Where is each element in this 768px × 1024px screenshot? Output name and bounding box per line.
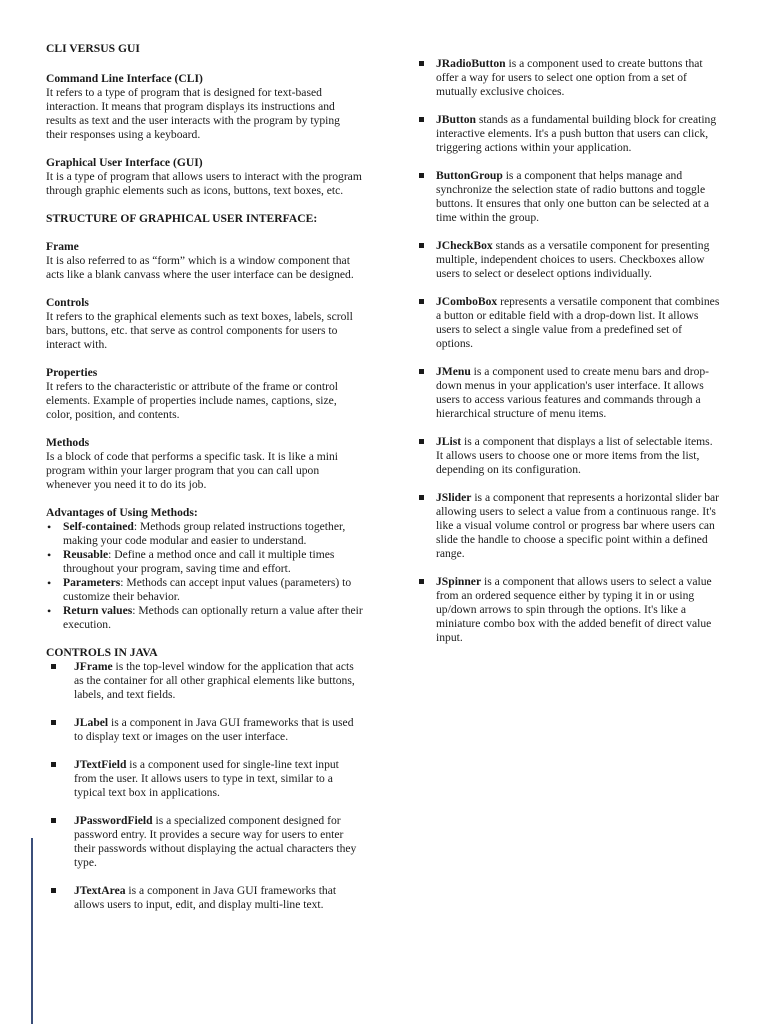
list-item [414, 57, 720, 99]
item-text: stands as a fundamental building block for creating interactive elements. It's a push button that users can click, triggering actions within your application. [436, 113, 717, 154]
gui-heading: Graphical User Interface (GUI) [46, 156, 203, 169]
controls-section [46, 296, 364, 352]
item-text: is a specialized component designed for password entry. It provides a secure way for users to enter their passwords without displaying the actual characters they type. [74, 814, 357, 869]
list-item [414, 239, 720, 281]
item-term: JList [436, 435, 462, 448]
item-term: JTextArea [74, 884, 126, 897]
advantages-heading: Advantages of Using Methods: [46, 506, 198, 519]
gui-section [46, 156, 364, 198]
item-text: is a component that displays a list of selectable items. It allows users to choose one or more items from the list, depending on its configuration. [436, 435, 713, 476]
item-term: JLabel [74, 716, 109, 729]
methods-heading: Methods [46, 436, 90, 449]
item-term: JTextField [74, 758, 127, 771]
item-term: JButton [436, 113, 476, 126]
frame-body: It is also referred to as “form” which is a window component that acts like a blank canvass where the user interface can be designed. [46, 254, 354, 281]
left-column [46, 42, 364, 926]
gui-body: It is a type of program that allows users to interact with the program through graphic elements such as icons, buttons, text boxes, etc. [46, 170, 362, 197]
item-text: is a component used to create buttons that offer a way for users to select one option from a set of mutually exclusive choices. [436, 57, 703, 98]
properties-heading: Properties [46, 366, 98, 379]
left-margin-rule [31, 838, 33, 1024]
frame-heading: Frame [46, 240, 79, 253]
item-term: Parameters [63, 576, 121, 589]
list-item [46, 758, 364, 800]
item-text: : Define a method once and call it multiple times throughout your program, saving time and effort. [63, 548, 335, 575]
list-item [46, 520, 364, 548]
item-text: stands as a versatile component for presenting multiple, independent choices to users. Checkboxes allow users to select or deselect options individually. [436, 239, 710, 280]
list-item [46, 716, 364, 744]
list-item [46, 884, 364, 912]
cli-body: It refers to a type of program that is designed for text-based interaction. It means that program displays its instructions and results as text and the user interacts with the program by typing their responses using a keyboard. [46, 86, 340, 141]
item-text: is a component that represents a horizontal slider bar allowing users to select a value from a continuous range. It's like a visual volume control or progress bar where users can slide the handle to choose a specific point within a defined range. [436, 491, 720, 560]
java-controls-list-left [46, 660, 364, 912]
item-text: represents a versatile component that combines a button or editable field with a drop-down list. It allows users to select a single value from a predefined set of options. [436, 295, 720, 350]
item-term: JSpinner [436, 575, 482, 588]
item-term: JCheckBox [436, 239, 493, 252]
list-item [46, 576, 364, 604]
controls-body: It refers to the graphical elements such as text boxes, labels, scroll bars, buttons, etc. that serve as control components for users to interact with. [46, 310, 353, 351]
list-item [414, 295, 720, 351]
right-column [414, 57, 720, 659]
list-item [414, 113, 720, 155]
item-text: is a component used for single-line text input from the user. It allows users to type in text, similar to a typical text box in applications. [74, 758, 339, 799]
list-item [414, 491, 720, 561]
item-term: Self-contained [63, 520, 134, 533]
item-term: JPasswordField [74, 814, 153, 827]
list-item [46, 548, 364, 576]
item-text: is a component that helps manage and synchronize the selection state of radio buttons and toggle buttons. It ensures that only one button can be selected at a time within the group. [436, 169, 710, 224]
item-term: JFrame [74, 660, 113, 673]
item-text: is the top-level window for the application that acts as the container for all other graphical elements like buttons, labels, and text fields. [74, 660, 355, 701]
advantages-list [46, 520, 364, 632]
item-text: : Methods group related instructions together, making your code modular and easier to understand. [63, 520, 346, 547]
frame-section [46, 240, 364, 282]
list-item [414, 365, 720, 421]
structure-heading: STRUCTURE OF GRAPHICAL USER INTERFACE: [46, 212, 318, 225]
item-term: ButtonGroup [436, 169, 503, 182]
java-controls-list-right [414, 57, 720, 645]
advantages-section [46, 506, 364, 632]
list-item [46, 660, 364, 702]
item-term: JComboBox [436, 295, 498, 308]
item-term: JMenu [436, 365, 471, 378]
controls-heading: Controls [46, 296, 89, 309]
list-item [46, 604, 364, 632]
list-item [414, 575, 720, 645]
cli-heading: Command Line Interface (CLI) [46, 72, 203, 85]
item-text: is a component in Java GUI frameworks that allows users to input, edit, and display multi-line text. [74, 884, 337, 911]
list-item [46, 814, 364, 870]
item-text: : Methods can optionally return a value after their execution. [63, 604, 363, 631]
methods-body: Is a block of code that performs a specific task. It is like a mini program within your larger program that you can call upon whenever you need it to do its job. [46, 450, 339, 491]
item-term: Return values [63, 604, 133, 617]
item-text: is a component used to create menu bars and drop-down menus in your application's user interface. It allows users to access various features and commands through a hierarchical structure of menu items. [436, 365, 710, 420]
controls-java-heading: CONTROLS IN JAVA [46, 646, 158, 659]
page-title: CLI VERSUS GUI [46, 42, 140, 55]
item-text: is a component in Java GUI frameworks that is used to display text or images on the user interface. [74, 716, 354, 743]
list-item [414, 169, 720, 225]
properties-body: It refers to the characteristic or attribute of the frame or control elements. Example of properties include names, captions, size, color, position, and contents. [46, 380, 338, 421]
item-text: : Methods can accept input values (parameters) to customize their behavior. [63, 576, 352, 603]
controls-java-section [46, 646, 364, 912]
list-item [414, 435, 720, 477]
item-term: JSlider [436, 491, 472, 504]
structure-section [46, 212, 364, 226]
item-text: is a component that allows users to select a value from an ordered sequence either by typing it in or using up/down arrows to spin through the options. It's like a miniature combo box with the added benefit of direct value input. [436, 575, 712, 644]
cli-section [46, 72, 364, 142]
item-term: Reusable [63, 548, 109, 561]
methods-section [46, 436, 364, 492]
properties-section [46, 366, 364, 422]
item-term: JRadioButton [436, 57, 506, 70]
